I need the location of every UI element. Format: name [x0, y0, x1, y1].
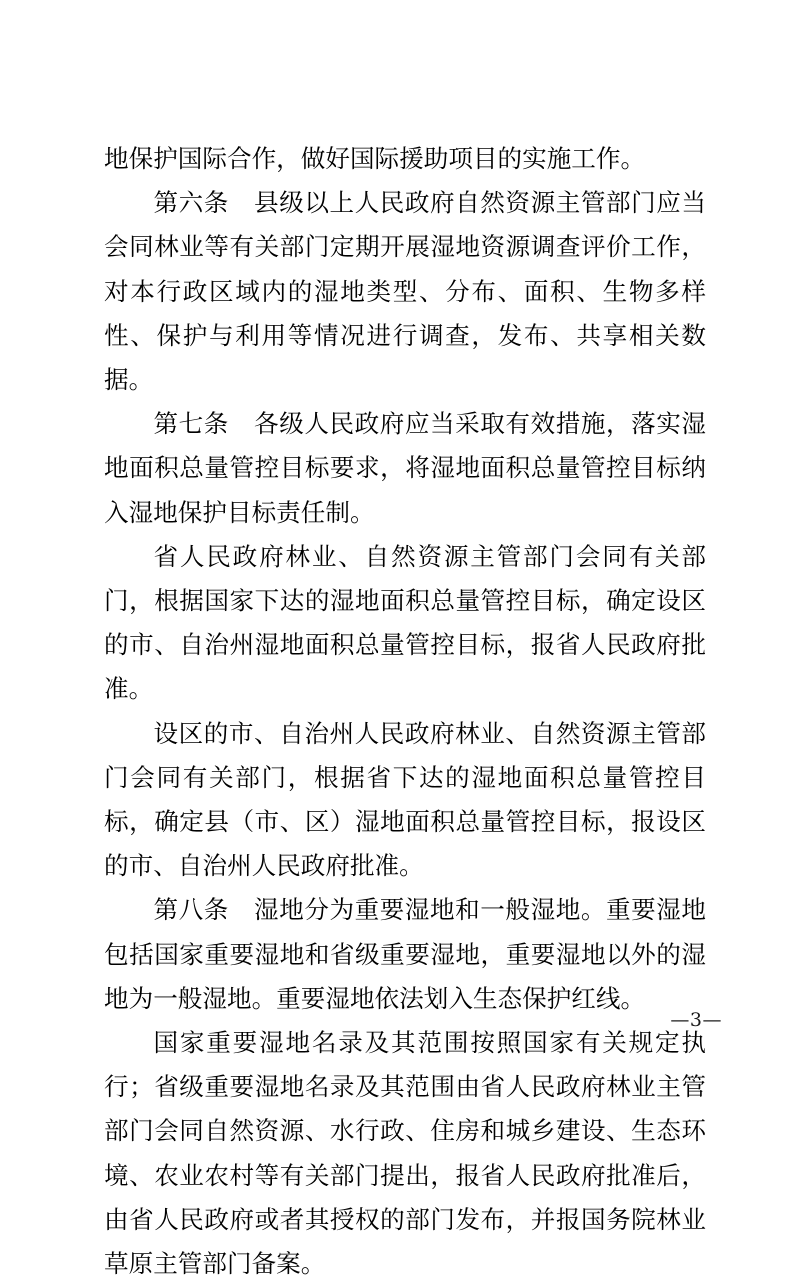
page-number: —3—	[670, 1009, 722, 1031]
paragraph-article-7: 第七条 各级人民政府应当采取有效措施，落实湿地面积总量管控目标要求，将湿地面积总量管控目标纳入湿地保护目标责任制。	[104, 409, 706, 527]
paragraph-article-8: 第八条 湿地分为重要湿地和一般湿地。重要湿地包括国家重要湿地和省级重要湿地，重要湿地以外的湿地为一般湿地。重要湿地依法划入生态保护红线。	[104, 895, 706, 1013]
paragraph-wetland-directory: 国家重要湿地名录及其范围按照国家有关规定执行；省级重要湿地名录及其范围由省人民政府林业主管部门会同自然资源、水行政、住房和城乡建设、生态环境、农业农村等有关部门提出，报省人民政府批准后，由省人民政府或者其授权的部门发布，并报国务院林业草原主管部门备案。	[104, 1028, 706, 1279]
paragraph-city-targets: 设区的市、自治州人民政府林业、自然资源主管部门会同有关部门，根据省下达的湿地面积总量管控目标，确定县（市、区）湿地面积总量管控目标，报设区的市、自治州人民政府批准。	[104, 718, 706, 881]
document-text-body	[104, 137, 706, 1286]
paragraph-article-6: 第六条 县级以上人民政府自然资源主管部门应当会同林业等有关部门定期开展湿地资源调查评价工作，对本行政区域内的湿地类型、分布、面积、生物多样性、保护与利用等情况进行调查，发布、共享相关数据。	[104, 188, 706, 395]
paragraph-provincial-targets: 省人民政府林业、自然资源主管部门会同有关部门，根据国家下达的湿地面积总量管控目标，确定设区的市、自治州湿地面积总量管控目标，报省人民政府批准。	[104, 541, 706, 704]
paragraph-continuation: 地保护国际合作，做好国际援助项目的实施工作。	[104, 144, 646, 173]
